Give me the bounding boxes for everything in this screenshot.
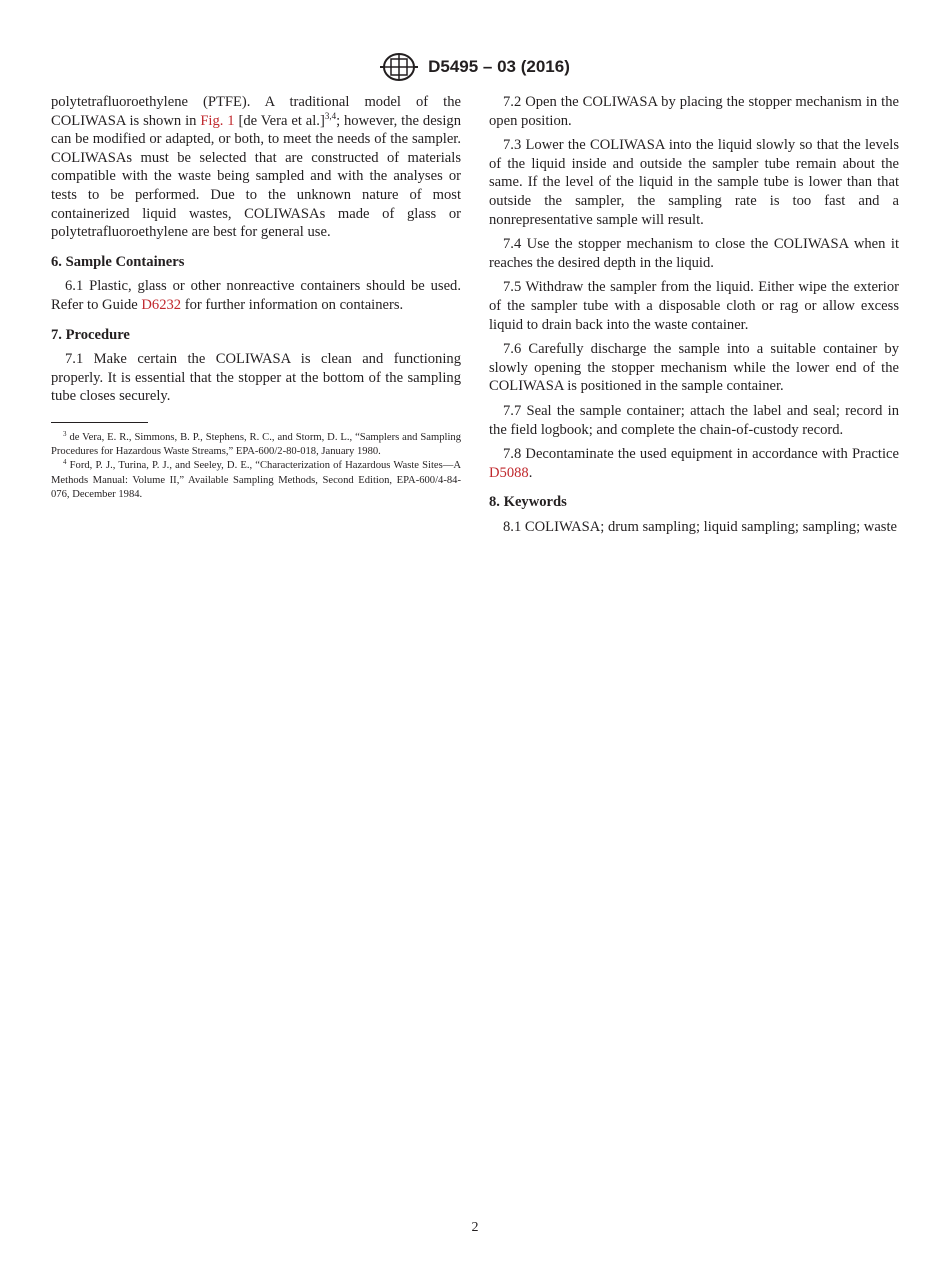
d6232-link[interactable]: D6232	[141, 296, 182, 313]
footnote-divider	[51, 422, 148, 423]
paragraph-6-1: 6.1 Plastic, glass or other nonreactive containers should be used. Refer to Guide D6232 for further information on containers.	[51, 278, 461, 313]
footnote-4: $^4$ Ford, P. J., Turina, P. J., and Seeley, D. E., “Characterization of Hazardous Waste Sites—A Methods Manual: Volume II,” Available Sampling Methods, Second Edition, EPA-600/4-84-076, December 1984.	[51, 458, 461, 500]
paragraph-7-5: 7.5 Withdraw the sampler from the liquid. Either wipe the exterior of the sampler tube with a disposable cloth or rag or allow excess liquid to drain back into the waste container.	[489, 279, 899, 333]
intro-paragraph: polytetrafluoroethylene (PTFE). A traditional model of the COLIWASA is shown in Fig. 1 [de Vera et al.]$^{3,4}$; however, the design can be modified or adapted, or both, to meet the needs of the sampler. COLIWASAs must be selected that are constructed of materials compatible with the waste being sampled and with the analyses or tests to be performed. Due to the unknown nature of most containerized liquid wastes, COLIWASAs made of glass or polytetrafluoroethylene are best for general use.	[51, 94, 461, 241]
section-8-heading: 8. Keywords	[489, 494, 567, 511]
section-7-heading: 7. Procedure	[51, 326, 130, 343]
right-column	[489, 93, 899, 542]
d5088-link[interactable]: D5088	[489, 464, 529, 481]
paragraph-7-8: 7.8 Decontaminate the used equipment in accordance with Practice D5088.	[489, 446, 899, 481]
footnote-3: $^3$ de Vera, E. R., Simmons, B. P., Stephens, R. C., and Storm, D. L., “Samplers and Sampling Procedures for Hazardous Waste Streams,” EPA-600/2-80-018, January 1980.	[51, 429, 461, 458]
fig-1-link[interactable]: Fig. 1	[200, 112, 235, 129]
astm-logo-icon	[380, 52, 418, 82]
paragraph-7-3: 7.3 Lower the COLIWASA into the liquid slowly so that the levels of the liquid inside and outside the sampler tube remain about the same. If the level of the liquid in the sample tube is lower than that outside the sampler, the sampling rate is too fast and a nonrepresentative sample will result.	[489, 137, 899, 228]
paragraph-7-2: 7.2 Open the COLIWASA by placing the stopper mechanism in the open position.	[489, 94, 899, 129]
paragraph-7-7: 7.7 Seal the sample container; attach the label and seal; record in the field logbook; and complete the chain-of-custody record.	[489, 402, 899, 438]
paragraph-7-1: 7.1 Make certain the COLIWASA is clean and functioning properly. It is essential that the stopper at the bottom of the sampling tube closes securely.	[51, 351, 461, 405]
footnote-ref[interactable]: 3,4	[324, 110, 337, 121]
page-number: 2	[471, 1220, 479, 1235]
paragraph-7-6: 7.6 Carefully discharge the sample into a suitable container by slowly opening the stopper mechanism while the lower end of the COLIWASA is positioned in the sample container.	[489, 341, 899, 395]
paragraph-8-1: 8.1 COLIWASA; drum sampling; liquid sampling; sampling; waste	[503, 518, 898, 535]
section-6-heading: 6. Sample Containers	[51, 253, 185, 270]
paragraph-7-4: 7.4 Use the stopper mechanism to close the COLIWASA when it reaches the desired depth in the liquid.	[489, 236, 899, 271]
document-designation: D5495 – 03 (2016)	[428, 57, 570, 76]
left-column	[51, 93, 461, 502]
page-header	[0, 52, 950, 82]
